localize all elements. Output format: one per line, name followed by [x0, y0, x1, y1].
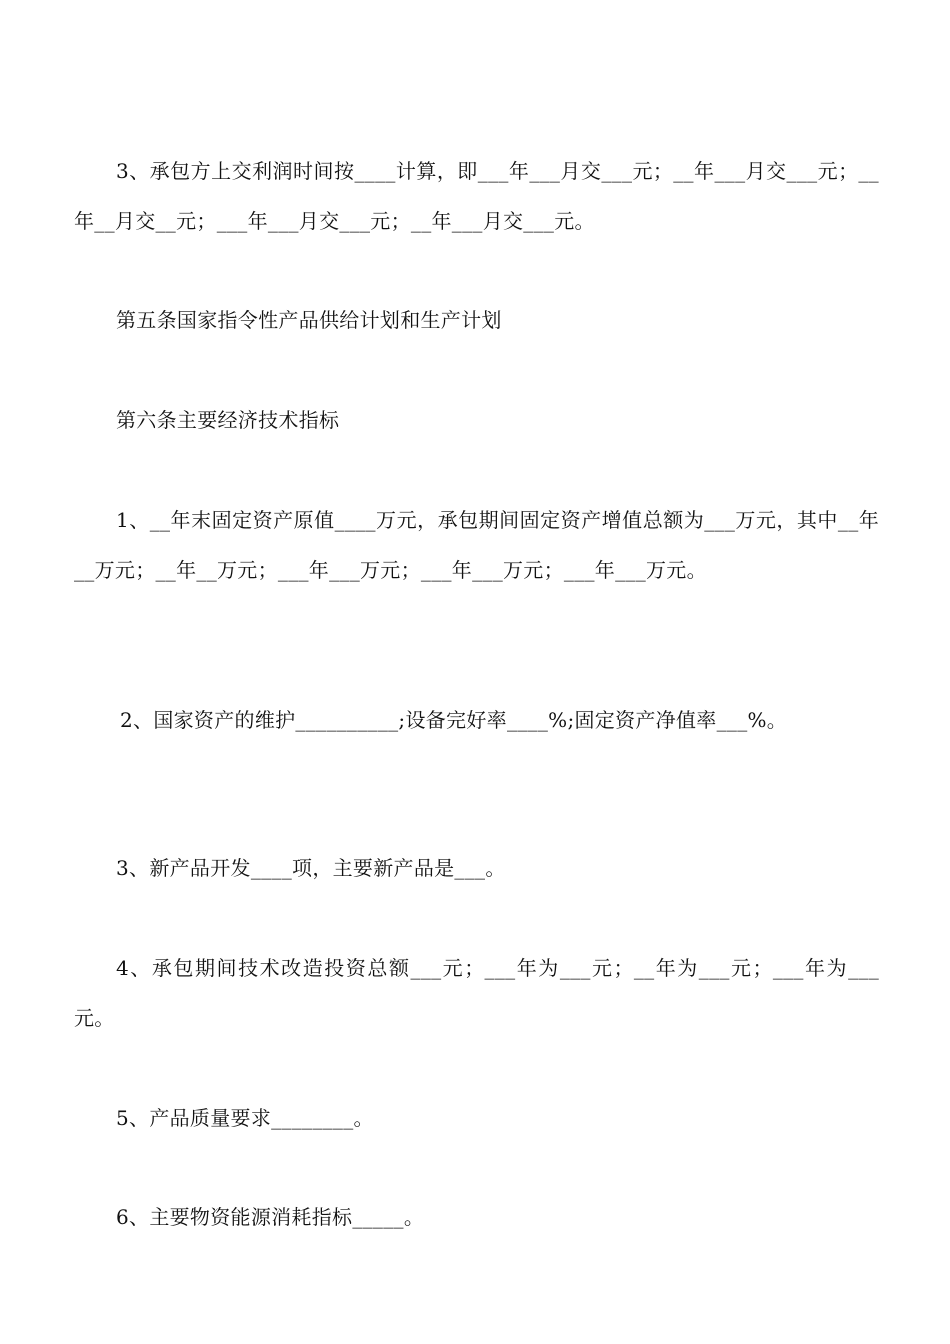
clause-asset-maintenance: 2、国家资产的维护__________;设备完好率____%;固定资产净值率___%。 — [120, 708, 788, 732]
article-five-heading: 第五条国家指令性产品供给计划和生产计划 — [116, 308, 502, 332]
article-six-heading: 第六条主要经济技术指标 — [116, 408, 340, 432]
clause-new-products: 3、新产品开发____项，主要新产品是___。 — [116, 856, 506, 880]
clause-quality-requirements: 5、产品质量要求________。 — [116, 1106, 374, 1130]
clause-tech-investment: 4、承包期间技术改造投资总额___元；___年为___元；__年为___元；___年为___元。 — [74, 956, 879, 1030]
clause-fixed-assets: 1、__年末固定资产原值____万元，承包期间固定资产增值总额为___万元，其中__年__万元；__年__万元；___年___万元；___年___万元；___年___万元。 — [74, 508, 879, 582]
clause-energy-consumption: 6、主要物资能源消耗指标_____。 — [116, 1205, 425, 1229]
clause-profit-payment-schedule: 3、承包方上交利润时间按____计算，即___年___月交___元；__年___月交___元；__年__月交__元；___年___月交___元；__年___月交___元。 — [74, 159, 879, 233]
